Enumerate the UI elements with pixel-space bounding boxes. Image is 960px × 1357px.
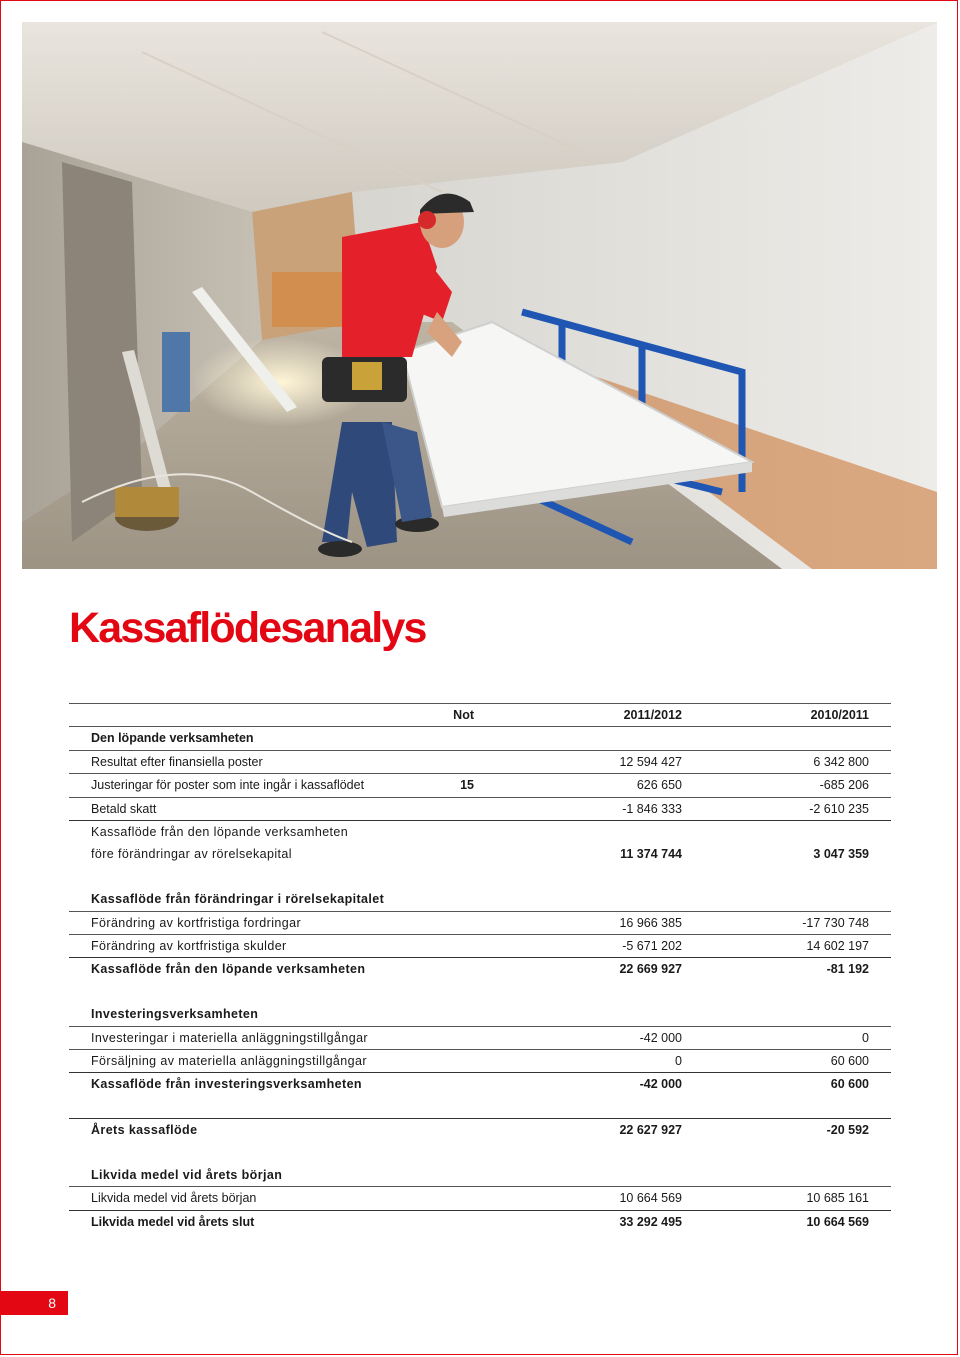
row-label: Kassaflöde från den löpande verksamheten [69, 958, 411, 981]
row-note [411, 1026, 474, 1049]
table-row [69, 821, 891, 844]
table-row [69, 935, 891, 958]
table-row [69, 727, 891, 750]
row-note: 15 [411, 774, 474, 797]
row-label: Försäljning av materiella anläggningstillgångar [69, 1050, 411, 1073]
row-value-year-2 [682, 1164, 891, 1187]
spacer-cell [69, 866, 891, 888]
table-row [69, 1119, 891, 1142]
row-value-year-2: -685 206 [682, 774, 891, 797]
header-year-2: 2010/2011 [682, 704, 891, 727]
row-note [411, 1003, 474, 1026]
row-note [411, 750, 474, 773]
row-label: Investeringsverksamheten [91, 1007, 259, 1022]
row-value-year-2: 0 [682, 1026, 891, 1049]
row-label: Betald skatt [69, 797, 411, 820]
row-label: Den löpande verksamheten [69, 727, 411, 750]
row-label: Likvida medel vid årets slut [69, 1210, 411, 1233]
table-row [69, 1073, 891, 1096]
row-label: Likvida medel vid årets början [69, 1187, 411, 1210]
table-row [69, 774, 891, 797]
row-note [411, 821, 474, 844]
row-value-year-2: 6 342 800 [682, 750, 891, 773]
row-value-year-2: -81 192 [682, 958, 891, 981]
table-row [69, 1210, 891, 1233]
table-row [69, 1050, 891, 1073]
row-value-year-2: 10 685 161 [682, 1187, 891, 1210]
row-note [411, 1164, 474, 1187]
row-note [411, 1073, 474, 1096]
row-label: före förändringar av rörelsekapital [91, 847, 292, 862]
spacer-cell [69, 1096, 891, 1119]
table-header-row [69, 704, 891, 727]
row-value-year-1: -1 846 333 [474, 797, 682, 820]
row-value-year-1: 22 627 927 [474, 1119, 682, 1142]
spacer-cell [69, 1142, 891, 1164]
header-label [69, 704, 411, 727]
row-note [411, 843, 474, 865]
table-row [69, 1164, 891, 1187]
table-row [69, 843, 891, 865]
row-value-year-2 [682, 888, 891, 911]
row-value-year-1: 0 [474, 1050, 682, 1073]
row-value-year-2: 14 602 197 [682, 935, 891, 958]
table-row [69, 888, 891, 911]
row-value-year-1 [474, 727, 682, 750]
cash-flow-table [69, 703, 891, 1233]
row-value-year-1: 22 669 927 [474, 958, 682, 981]
table-row [69, 1187, 891, 1210]
row-value-year-2: 60 600 [682, 1073, 891, 1096]
row-value-year-1: 10 664 569 [474, 1187, 682, 1210]
row-label: Investeringar i materiella anläggningstillgångar [69, 1026, 411, 1049]
row-note [411, 1210, 474, 1233]
header-note: Not [411, 704, 474, 727]
row-value-year-1: -42 000 [474, 1026, 682, 1049]
spacer-row [69, 866, 891, 888]
row-label: Årets kassaflöde [69, 1119, 411, 1142]
row-note [411, 888, 474, 911]
row-label: Kassaflöde från förändringar i rörelsekapitalet [91, 892, 385, 907]
header-year-1: 2011/2012 [474, 704, 682, 727]
spacer-cell [69, 981, 891, 1003]
spacer-row [69, 1142, 891, 1164]
row-note [411, 1050, 474, 1073]
row-label: Kassaflöde från den löpande verksamheten [69, 821, 411, 844]
row-value-year-1: 626 650 [474, 774, 682, 797]
page-number: 8 [0, 1291, 68, 1315]
row-label: Kassaflöde från investeringsverksamheten [69, 1073, 411, 1096]
spacer-row [69, 981, 891, 1003]
row-label: Förändring av kortfristiga fordringar [69, 911, 411, 934]
table-row [69, 750, 891, 773]
row-value-year-1 [474, 1003, 682, 1026]
row-value-year-1: 12 594 427 [474, 750, 682, 773]
row-note [411, 727, 474, 750]
construction-photo [22, 22, 937, 569]
row-note [411, 1187, 474, 1210]
row-label: Likvida medel vid årets början [91, 1168, 283, 1183]
row-value-year-1: -5 671 202 [474, 935, 682, 958]
row-value-year-1 [474, 888, 682, 911]
row-note [411, 935, 474, 958]
table-row [69, 1003, 891, 1026]
table-row [69, 1026, 891, 1049]
row-value-year-2: 60 600 [682, 1050, 891, 1073]
row-note [411, 958, 474, 981]
row-value-year-2 [682, 1003, 891, 1026]
row-value-year-2 [682, 821, 891, 844]
row-value-year-2 [682, 727, 891, 750]
page-title: Kassaflödesanalys [69, 604, 426, 652]
row-note [411, 1119, 474, 1142]
row-value-year-2: 3 047 359 [813, 847, 869, 862]
row-value-year-1: 33 292 495 [474, 1210, 682, 1233]
row-note [411, 797, 474, 820]
row-value-year-2: -20 592 [682, 1119, 891, 1142]
table-row [69, 911, 891, 934]
row-value-year-2: 10 664 569 [682, 1210, 891, 1233]
row-value-year-1: 11 374 744 [620, 847, 682, 862]
row-value-year-2: -2 610 235 [682, 797, 891, 820]
row-label: Justeringar för poster som inte ingår i kassaflödet [69, 774, 411, 797]
row-value-year-1: 16 966 385 [474, 911, 682, 934]
row-value-year-1: -42 000 [474, 1073, 682, 1096]
row-value-year-1 [474, 1164, 682, 1187]
table-row [69, 797, 891, 820]
row-value-year-2: -17 730 748 [682, 911, 891, 934]
row-value-year-1 [474, 821, 682, 844]
row-label: Förändring av kortfristiga skulder [69, 935, 411, 958]
spacer-row [69, 1096, 891, 1119]
table-row [69, 958, 891, 981]
row-note [411, 911, 474, 934]
row-label: Resultat efter finansiella poster [69, 750, 411, 773]
